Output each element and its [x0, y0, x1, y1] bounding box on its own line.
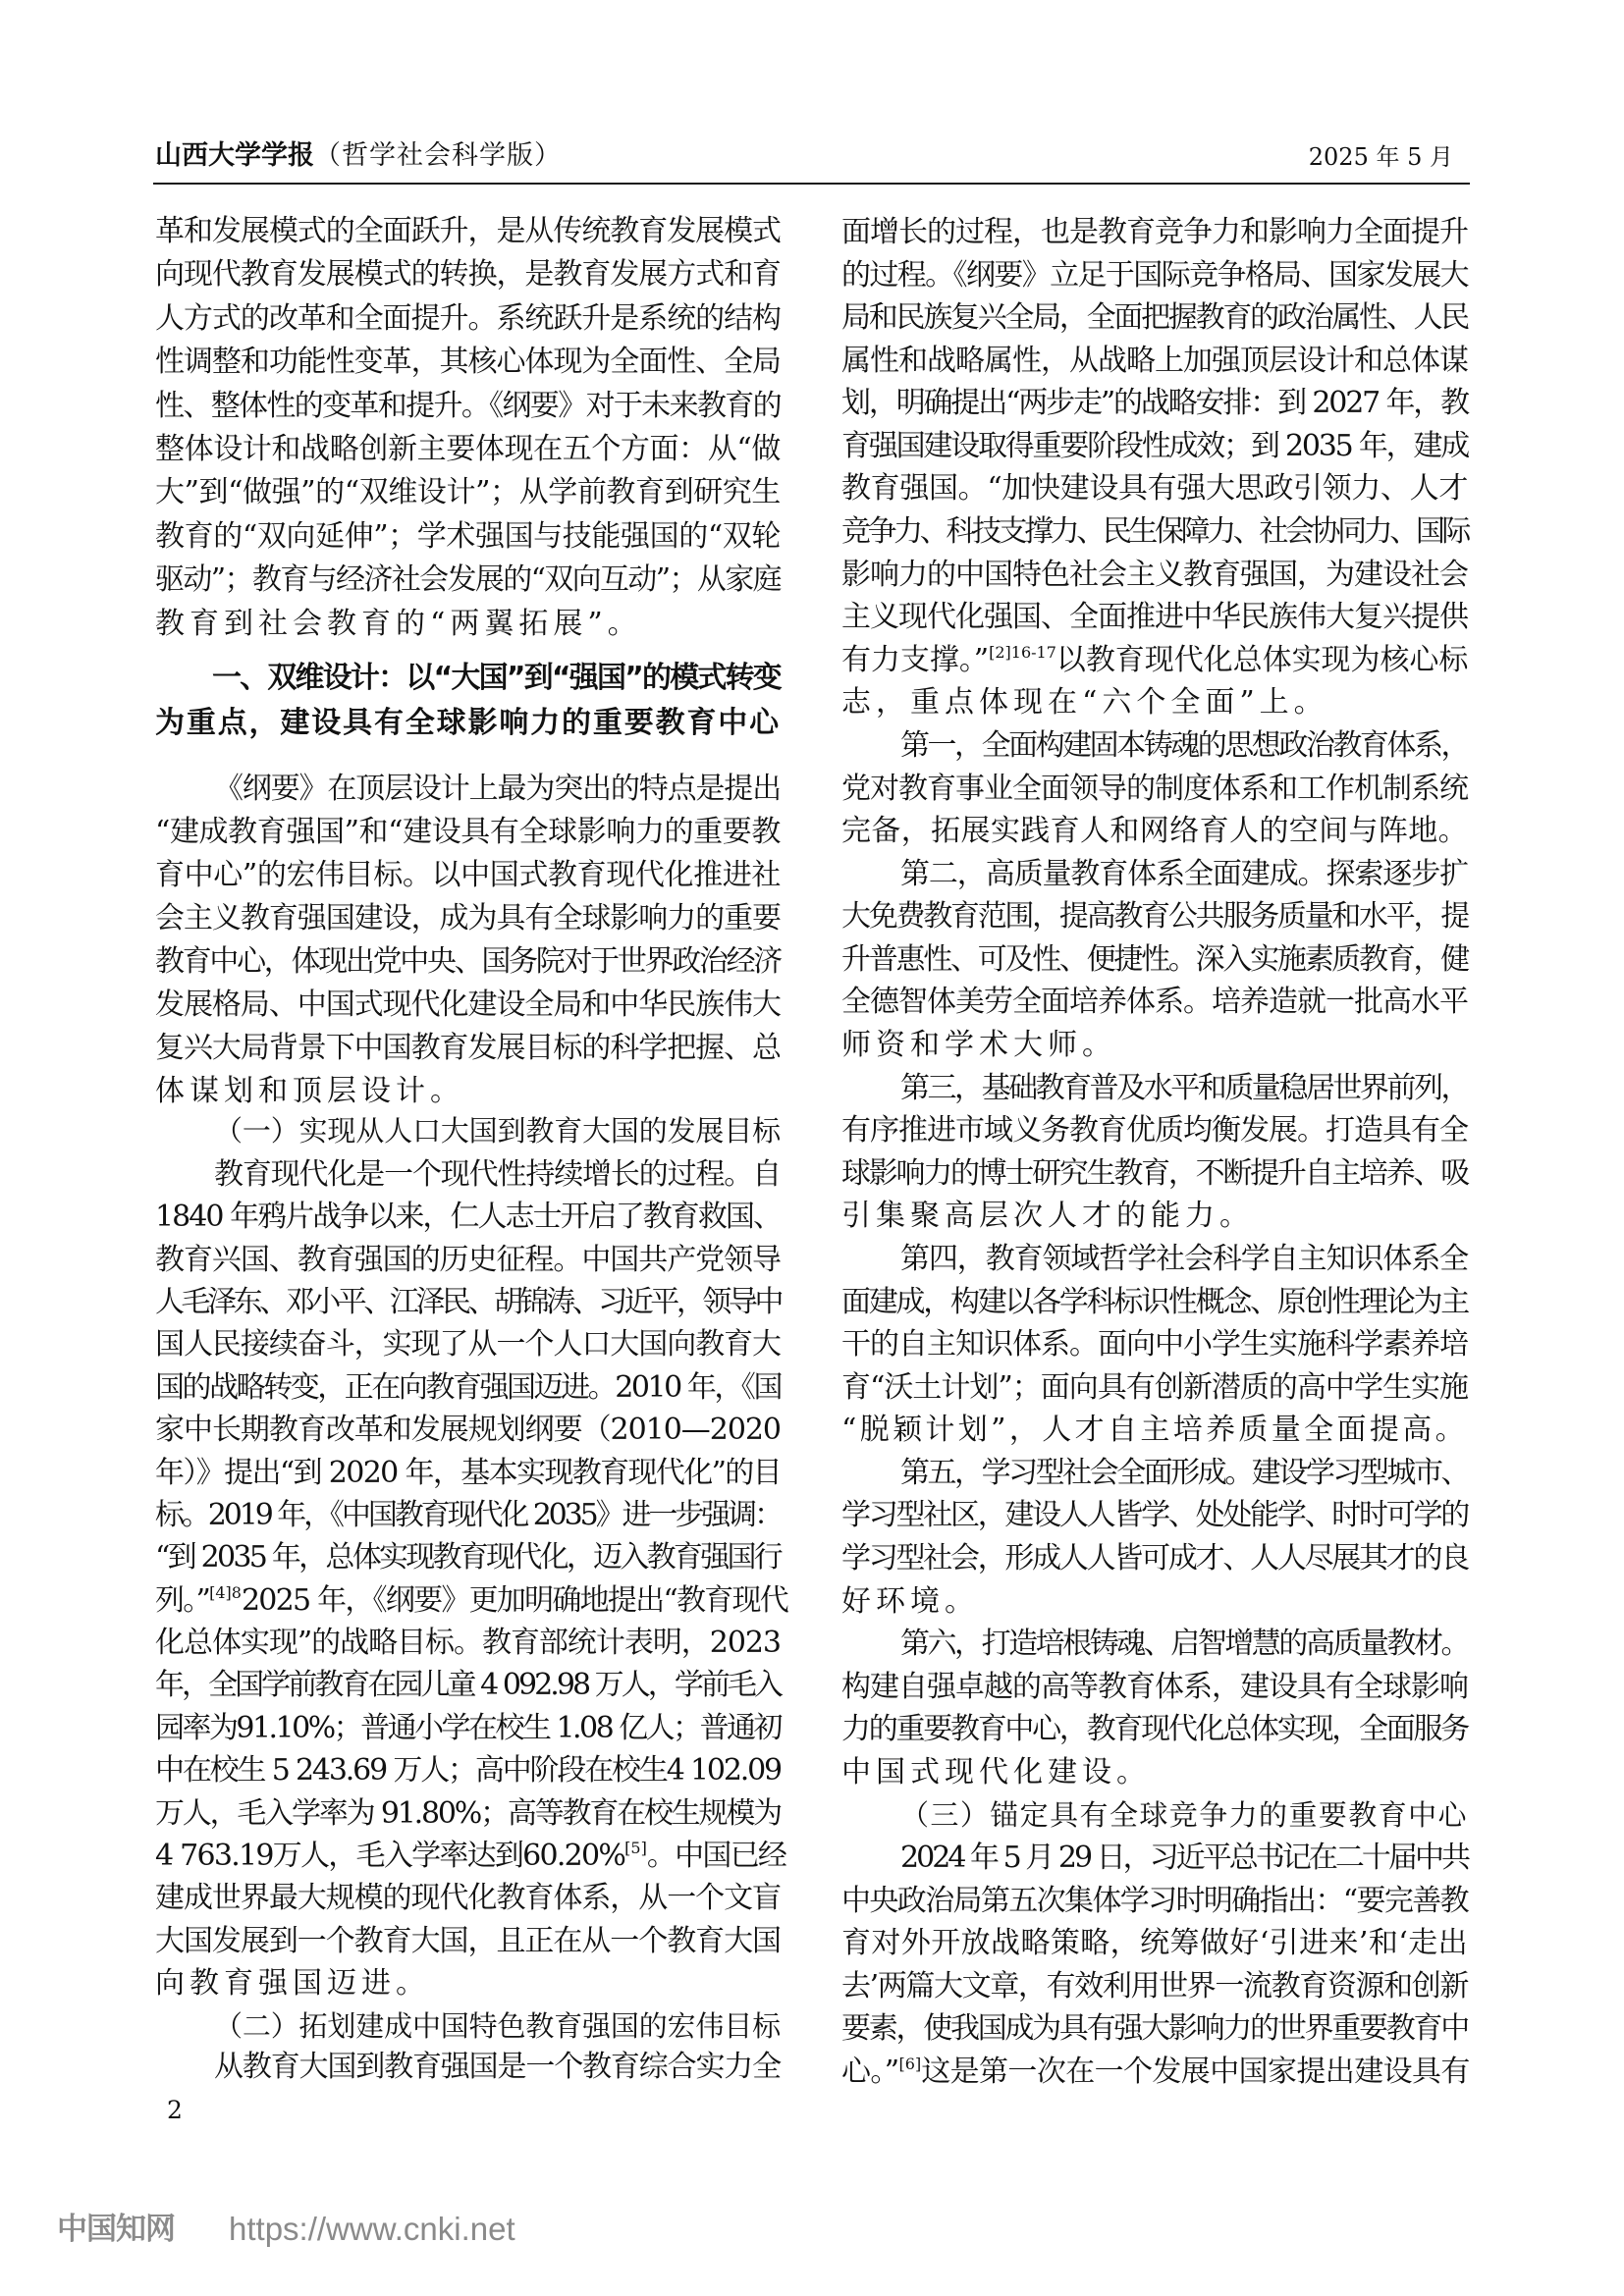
citation-superscript: [5]	[624, 1838, 647, 1857]
text-line: 第六，打造培根铸魂、启智增慧的高质量教材。	[900, 1627, 1469, 1662]
text-line	[155, 1838, 786, 1873]
text-line: 驱动”；教育与经济社会发展的“双向互动”；从家庭	[155, 562, 781, 598]
text-line: 属性和战略属性，从战略上加强顶层设计和总体谋	[841, 343, 1468, 378]
text-line: 国的战略转变，正在向教育强国迈进。2010 年，《国	[155, 1369, 782, 1405]
text-line: 育强国建设取得重要阶段性成效；到 2035 年，建成	[841, 428, 1468, 463]
text-line: 教育到社会教育的“两翼拓展”。	[155, 606, 642, 641]
text-line: 球影响力的博士研究生教育，不断提升自主培养、吸	[841, 1155, 1468, 1191]
text-line: 2024 年 5 月 29 日，习近平总书记在二十届中共	[900, 1841, 1468, 1876]
text-line: 会主义教育强国建设，成为具有全球影响力的重要	[155, 901, 782, 935]
text-line: 大”到“做强”的“双维设计”；从学前教育到研究生	[155, 475, 781, 510]
text-line: 构建自强卓越的高等教育体系，建设具有全球影响	[841, 1669, 1468, 1704]
text-line: 《纲要》在顶层设计上最为突出的特点是提出	[214, 772, 781, 806]
text-line: 教育中心，体现出党中央、国务院对于世界政治经济	[155, 944, 782, 979]
text-line: 主义现代化强国、全面推进中华民族伟大复兴提供	[841, 600, 1468, 635]
text-line: 升普惠性、可及性、便捷性。深入实施素质教育，健	[841, 941, 1468, 977]
text-line: 大免费教育范围，提高教育公共服务质量和水平，提	[841, 899, 1468, 934]
text-line: 引集聚高层次人才的能力。	[841, 1199, 1254, 1234]
text-line: 教育的“双向延伸”；学术强国与技能强国的“双轮	[155, 518, 781, 554]
text-segment: 有力支撑。”	[841, 642, 990, 677]
text-line: 要素，使我国成为具有强大影响力的世界重要教育中	[841, 2011, 1468, 2047]
text-line: 力的重要教育中心，教育现代化总体实现，全面服务	[841, 1712, 1468, 1747]
text-line: 标。2019 年，《中国教育现代化 2035》进一步强调：	[155, 1497, 781, 1532]
text-line: 家中长期教育改革和发展规划纲要（2010—2020	[155, 1413, 781, 1448]
right-text-column	[841, 0, 1468, 2296]
text-line: 中在校生 5 243.69 万人；高中阶段在校生4 102.09	[155, 1753, 781, 1789]
text-line: 年，全国学前教育在园儿童 4 092.98 万人，学前毛入	[155, 1668, 781, 1703]
citation-superscript: [4]8	[209, 1582, 242, 1602]
text-line: 第五，学习型社会全面形成。建设学习型城市、	[900, 1455, 1469, 1490]
citation-superscript: [6]	[898, 2054, 922, 2073]
text-line: 性调整和功能性变革，其核心体现为全面性、全局	[155, 345, 782, 380]
text-line: 大国发展到一个教育大国，且正在从一个教育大国	[155, 1923, 782, 1958]
text-line: 育对外开放战略策略，统筹做好‘引进来’和‘走出	[841, 1926, 1468, 1961]
text-segment: 2025 年，《纲要》更加明确地提出“教育现代	[241, 1582, 787, 1618]
text-line: 教育强国。“加快建设具有强大思政引领力、人才	[841, 471, 1468, 507]
text-line: 育“沃土计划”；面向具有创新潜质的高中学生实施	[841, 1369, 1468, 1405]
section-heading-line: 一、双维设计：以“大国”到“强国”的模式转变	[212, 661, 781, 695]
text-line: 建成世界最大规模的现代化教育体系，从一个文盲	[155, 1881, 782, 1916]
text-line: 第二，高质量教育体系全面建成。探索逐步扩	[900, 856, 1468, 891]
text-line: 干的自主知识体系。面向中小学生实施科学素养培	[841, 1327, 1468, 1362]
text-line: 影响力的中国特色社会主义教育强国，为建设社会	[841, 557, 1468, 592]
text-segment: 列。”	[155, 1582, 210, 1618]
cnki-watermark-url[interactable]: https://www.cnki.net	[229, 2211, 515, 2247]
text-line: 教育兴国、教育强国的历史征程。中国共产党领导	[155, 1242, 782, 1277]
text-line: 育中心”的宏伟目标。以中国式教育现代化推进社	[155, 858, 781, 892]
citation-superscript: [2]16-17	[989, 642, 1056, 662]
text-segment: 这是第一次在一个发展中国家提出建设具有	[921, 2054, 1470, 2089]
text-line: 万人，毛入学率为 91.80%；高等教育在校生规模为	[155, 1795, 781, 1831]
text-line: “建成教育强国”和“建设具有全球影响力的重要教	[155, 815, 781, 849]
text-line: 第一，全面构建固本铸魂的思想政治教育体系，	[900, 727, 1469, 763]
text-line: 中央政治局第五次集体学习时明确指出：“要完善教	[841, 1883, 1468, 1918]
text-line	[841, 2056, 1470, 2088]
text-line: 第四，教育领域哲学社会科学自主知识体系全	[900, 1241, 1468, 1276]
text-line: 去’两篇大文章，有效利用世界一流教育资源和创新	[841, 1968, 1468, 2003]
text-segment: 4 763.19万人，毛入学率达到60.20%	[155, 1838, 625, 1873]
text-line: 好环境。	[841, 1583, 979, 1619]
text-line: 从教育大国到教育强国是一个教育综合实力全	[214, 2050, 781, 2084]
text-line: 人毛泽东、邓小平、江泽民、胡锦涛、习近平，领导中	[155, 1285, 782, 1320]
text-segment: 。中国已经	[646, 1838, 786, 1873]
text-segment: 心。”	[841, 2054, 899, 2089]
text-line: “脱颖计划”，人才自主培养质量全面提高。	[841, 1413, 1468, 1448]
text-line: 复兴大局背景下中国教育发展目标的科学把握、总	[155, 1031, 782, 1065]
text-line: 的过程。《纲要》立足于国际竞争格局、国家发展大	[841, 257, 1468, 293]
text-line: 完备，拓展实践育人和网络育人的空间与阵地。	[841, 814, 1469, 849]
text-line: 园率为91.10%；普通小学在校生 1.08 亿人；普通初	[155, 1710, 782, 1745]
subsection-heading: （三）锚定具有全球竞争力的重要教育中心	[900, 1798, 1468, 1833]
text-line: 面建成，构建以各学科标识性概念、原创性理论为主	[841, 1284, 1468, 1319]
text-line: 革和发展模式的全面跃升，是从传统教育发展模式	[155, 214, 782, 248]
journal-edition: （哲学社会科学版）	[314, 140, 562, 171]
text-line: 学习型社会，形成人人皆可成才、人人尽展其才的良	[841, 1540, 1468, 1575]
text-line: 国人民接续奋斗，实现了从一个人口大国向教育大	[155, 1327, 782, 1362]
text-line: 第三，基础教育普及水平和质量稳居世界前列，	[900, 1070, 1469, 1105]
text-line: 划，明确提出“两步走”的战略安排：到 2027 年，教	[841, 386, 1468, 421]
text-line: 学习型社区，建设人人皆学、处处能学、时时可学的	[841, 1498, 1468, 1533]
text-line: 向现代教育发展模式的转换，是教育发展方式和育	[155, 257, 782, 293]
text-line: 向教育强国迈进。	[155, 1966, 430, 2002]
subsection-heading: （二）拓划建成中国特色教育强国的宏伟目标	[214, 2009, 781, 2043]
text-line: 竞争力、科技支撑力、民生保障力、社会协同力、国际	[841, 514, 1468, 550]
text-line: “到 2035 年，总体实现教育现代化，迈入教育强国行	[155, 1540, 781, 1575]
text-line	[841, 642, 1469, 677]
section-heading-line: 为重点，建设具有全球影响力的重要教育中心	[155, 706, 781, 740]
text-line: 体谋划和顶层设计。	[155, 1074, 464, 1108]
text-line: 有序推进市域义务教育优质均衡发展。打造具有全	[841, 1113, 1468, 1148]
text-line: 志，重点体现在“六个全面”上。	[841, 685, 1328, 721]
issue-date: 2025 年 5 月	[1308, 143, 1453, 171]
journal-name: 山西大学学报	[155, 140, 314, 171]
cnki-watermark-logo: 中国知网	[57, 2212, 175, 2247]
text-line: 面增长的过程，也是教育竞争力和影响力全面提升	[841, 215, 1468, 249]
text-line: 发展格局、中国式现代化建设全局和中华民族伟大	[155, 988, 782, 1022]
text-line: 党对教育事业全面领导的制度体系和工作机制系统	[841, 771, 1468, 806]
left-text-column	[155, 0, 787, 2296]
text-line: 年）》提出“到 2020 年，基本实现教育现代化”的目	[155, 1455, 782, 1490]
text-line: 人方式的改革和全面提升。系统跃升是系统的结构	[155, 300, 782, 336]
text-line: 教育现代化是一个现代性持续增长的过程。自	[214, 1157, 781, 1192]
text-line: 整体设计和战略创新主要体现在五个方面：从“做	[155, 432, 781, 466]
text-line: 1840 年鸦片战争以来，仁人志士开启了教育救国、	[155, 1200, 781, 1235]
page-number: 2	[167, 2096, 183, 2124]
text-line: 全德智体美劳全面培养体系。培养造就一批高水平	[841, 985, 1468, 1020]
text-line	[155, 1582, 787, 1618]
text-segment: 以教育现代化总体实现为核心标	[1056, 642, 1469, 677]
text-line: 师资和学术大师。	[841, 1028, 1116, 1063]
subsection-heading: （一）实现从人口大国到教育大国的发展目标	[214, 1114, 781, 1148]
text-line: 局和民族复兴全局，全面把握教育的政治属性、人民	[841, 300, 1468, 336]
text-line: 化总体实现”的战略目标。教育部统计表明，2023	[155, 1626, 781, 1661]
text-line: 中国式现代化建设。	[841, 1754, 1151, 1789]
text-line: 性、整体性的变革和提升。《纲要》对于未来教育的	[155, 388, 782, 423]
